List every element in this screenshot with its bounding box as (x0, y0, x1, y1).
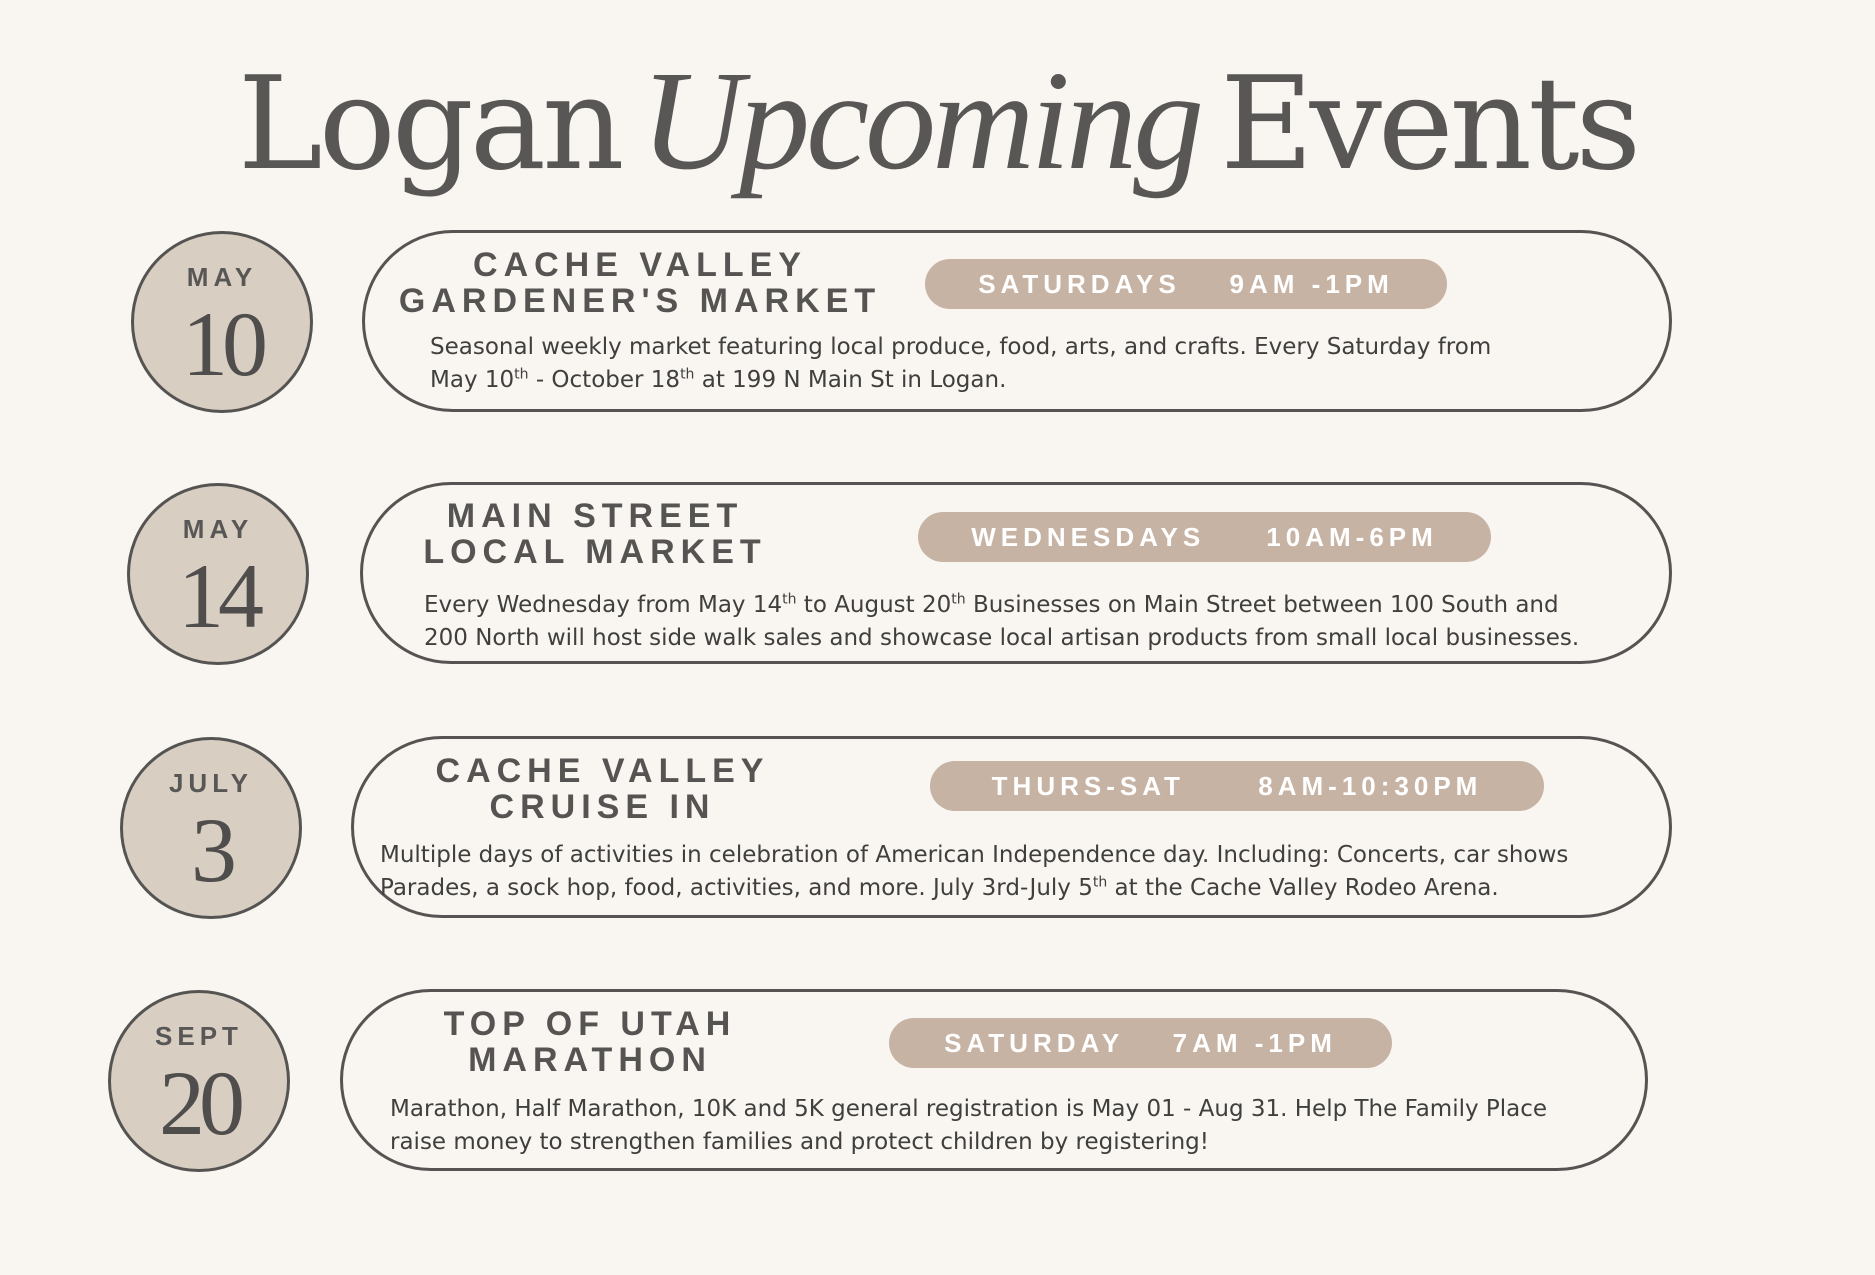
desc-text: Parades, a sock hop, food, activities, and more. July 3rd-July 5 (380, 875, 1093, 901)
schedule-pill: SATURDAY 7AM -1PM (889, 1018, 1392, 1068)
desc-text: Businesses on Main Street between 100 South and (965, 592, 1559, 618)
description-line2: 200 North will host side walk sales and showcase local artisan products from small local businesses. (424, 625, 1580, 651)
event-name-line1: CACHE VALLEY (435, 752, 770, 790)
desc-sup: th (782, 591, 797, 608)
event-name (405, 498, 785, 570)
desc-text: May 10 (430, 367, 515, 393)
event-name-line2: GARDENER'S MARKET (398, 282, 882, 320)
desc-text: - October 18 (528, 367, 681, 393)
schedule-pill: SATURDAYS 9AM -1PM (925, 259, 1447, 309)
description-line2: raise money to strengthen families and protect children by registering! (390, 1129, 1209, 1155)
description-line1: Multiple days of activities in celebration of American Independence day. Including: Concerts, car shows (380, 842, 1569, 868)
page-title (0, 40, 1875, 205)
event-name (380, 247, 900, 319)
date-month: MAY (186, 262, 258, 292)
desc-text: at 199 N Main St in Logan. (694, 367, 1007, 393)
schedule-pill: THURS-SAT 8AM-10:30PM (930, 761, 1544, 811)
event-description (430, 331, 1491, 397)
desc-sup: th (514, 366, 529, 383)
schedule-pill: WEDNESDAYS 10AM-6PM (918, 512, 1491, 562)
event-name-line2: LOCAL MARKET (423, 533, 767, 571)
date-month: MAY (182, 514, 254, 544)
desc-text: Every Wednesday from May 14 (424, 592, 783, 618)
desc-text: at the Cache Valley Rodeo Arena. (1107, 875, 1499, 901)
date-day: 10 (182, 293, 262, 395)
date-month: JULY (168, 768, 254, 798)
date-badge (120, 737, 302, 919)
desc-sup: th (680, 366, 695, 383)
date-day: 3 (191, 799, 231, 901)
description-line1: Seasonal weekly market featuring local produce, food, arts, and crafts. Every Saturday from (430, 334, 1492, 360)
event-name-line1: MAIN STREET (446, 497, 744, 535)
title-word-events: Events (1220, 50, 1638, 199)
event-name-line2: CRUISE IN (489, 788, 716, 826)
date-badge (108, 990, 290, 1172)
description-line1: Marathon, Half Marathon, 10K and 5K general registration is May 01 - Aug 31. Help The Family Place (390, 1096, 1548, 1122)
event-description (380, 839, 1568, 905)
description-line1 (424, 589, 1579, 622)
event-description (390, 1093, 1547, 1159)
description-line2 (380, 872, 1568, 905)
event-name-line1: TOP OF UTAH (443, 1005, 737, 1043)
date-day: 14 (178, 545, 258, 647)
title-word-upcoming: Upcoming (640, 41, 1201, 199)
date-badge (131, 231, 313, 413)
description-line2 (430, 364, 1491, 397)
event-name-line1: CACHE VALLEY (473, 246, 807, 284)
desc-text: to August 20 (796, 592, 952, 618)
date-day: 20 (159, 1052, 239, 1154)
title-word-logan: Logan (237, 50, 621, 199)
date-badge (127, 483, 309, 665)
date-month: SEPT (155, 1021, 243, 1051)
event-name-line2: MARATHON (468, 1041, 712, 1079)
event-name (420, 1006, 760, 1078)
desc-sup: th (951, 591, 966, 608)
event-name (420, 753, 785, 825)
desc-sup: th (1092, 874, 1108, 891)
event-description (424, 589, 1579, 655)
